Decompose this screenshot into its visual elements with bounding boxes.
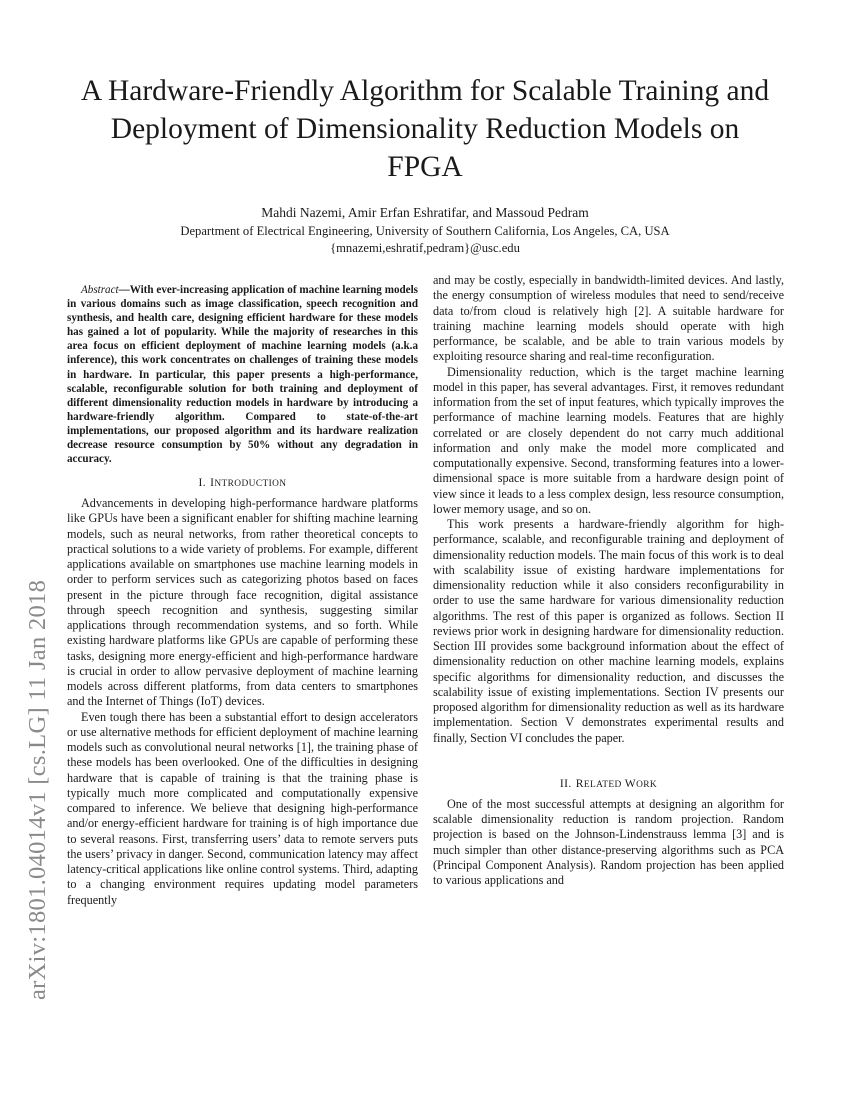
left-column (67, 273, 418, 908)
abstract-label: Abstract (81, 284, 119, 296)
right-column (433, 273, 784, 888)
section-gap (433, 746, 784, 767)
abstract (67, 283, 418, 466)
arxiv-stamp: arXiv:1801.04014v1 [cs.LG] 11 Jan 2018 (24, 579, 51, 1000)
intro-paragraph: Even tough there has been a substantial effort to design accelerators or use alternative methods for efficient deployment of machine learning models such as convolutional neural networks [1], the training phase of these models has been overlooked. One of the difficulties in designing hardware that is capable of training is that the training phase is typically much more complicated and computationally expensive compared to inference. We believe that designing high-performance and/or energy-efficient hardware for training is of high importance due to several reasons. First, transferring users’ data to remote servers puts the users’ privacy in danger. Second, communication latency may affect latency-critical applications like online control systems. Third, adapting to a changing environment requires updating model parameters frequently (67, 709, 418, 907)
paper-email: {mnazemi,eshratif,pedram}@usc.edu (330, 241, 520, 255)
intro-paragraph: and may be costly, especially in bandwidth-limited devices. And lastly, the energy consumption of wireless modules that need to send/receive data to/from cloud is relatively high [2]. A suitable hardware for training machine learning models should operate with high performance, be scalable, and be able to train various models by exploiting resource sharing and real-time reconfiguration. (433, 273, 784, 364)
related-work-paragraph: One of the most successful attempts at designing an algorithm for scalable dimensionality reduction is random projection. Random projection is based on the Johnson-Lindenstrauss lemma [3] and is much simpler than other distance-preserving algorithms such as PCA (Principal Component Analysis). Random projection has been applied to various applications and (433, 796, 784, 887)
intro-paragraph: Advancements in developing high-performance hardware platforms like GPUs have been a significant enabler for shifting machine learning models, such as neural networks, from rather theoretical concepts to practical solutions to a wide variety of problems. For example, different applications available on smartphones use machine learning models in order to perform services such as categorizing photos based on faces present in the picture through face recognition, digital assistance through speech recognition and synthesis, suggesting similar applications through recommendation systems, and so forth. While existing hardware platforms like GPUs are capable of performing these tasks, designing more energy-efficient and high-performance hardware is crucial in order to allow pervasive deployment of machine learning models across different platforms, from data centers to smartphones and the Internet of Things (IoT) devices. (67, 496, 418, 709)
section-heading-related-work: II. RELATED WORK (559, 776, 658, 790)
paper-authors: Mahdi Nazemi, Amir Erfan Eshratifar, and Massoud Pedram (261, 205, 589, 220)
paper-title: A Hardware-Friendly Algorithm for Scalable Training and Deployment of Dimensionality Reduction Models on FPGA (80, 75, 770, 183)
section-heading-introduction: I. INTRODUCTION (198, 476, 287, 490)
abstract-text: —With ever-increasing application of machine learning models in various domains such as image classification, speech recognition and synthesis, and health care, designing efficient hardware for these models has gained a lot of popularity. While the majority of researches in this area focus on efficient deployment of machine learning models (a.k.a inference), this work concentrates on challenges of training these models in hardware. In particular, this paper presents a high-performance, scalable, reconfigurable solution for both training and deployment of different dimensionality reduction models in hardware by introducing a hardware-friendly algorithm. Compared to state-of-the-art implementations, our proposed algorithm and its hardware realization decrease resource consumption by 50% without any degradation in accuracy. (67, 284, 418, 466)
intro-paragraph: This work presents a hardware-friendly algorithm for high-performance, scalable, and reconfigurable training and deployment of dimensionality reduction models. The main focus of this work is to deal with scalability issue of existing hardware implementations for dimensionality reduction while it also considers reconfigurability in order to use the same hardware for various dimensionality reduction algorithms. The rest of this paper is organized as follows. Section II reviews prior work in designing hardware for dimensionality reduction. Section III provides some background information about the effect of dimensionality reduction on other machine learning models, explains specific algorithms for dimensionality reduction, and discusses the scalability issue of existing implementations. Section IV presents our proposed algorithm for dimensionality reduction as well as its hardware implementation. Section V demonstrates experimental results and finally, Section VI concludes the paper. (433, 517, 784, 745)
intro-paragraph: Dimensionality reduction, which is the target machine learning model in this paper, has several advantages. First, it removes redundant information from the set of input features, which typically improves the performance of machine learning models. Features that are highly correlated or are closely dependent do not carry much additional information and only make the model more complicated and computationally expensive. Second, transforming features into a lower-dimensional space is more suitable from a hardware design point of view since it leads to a less complex design, less resource consumption, lower memory usage, and so on. (433, 364, 784, 516)
paper-affiliation: Department of Electrical Engineering, University of Southern California, Los Angeles, CA, USA (180, 224, 670, 238)
